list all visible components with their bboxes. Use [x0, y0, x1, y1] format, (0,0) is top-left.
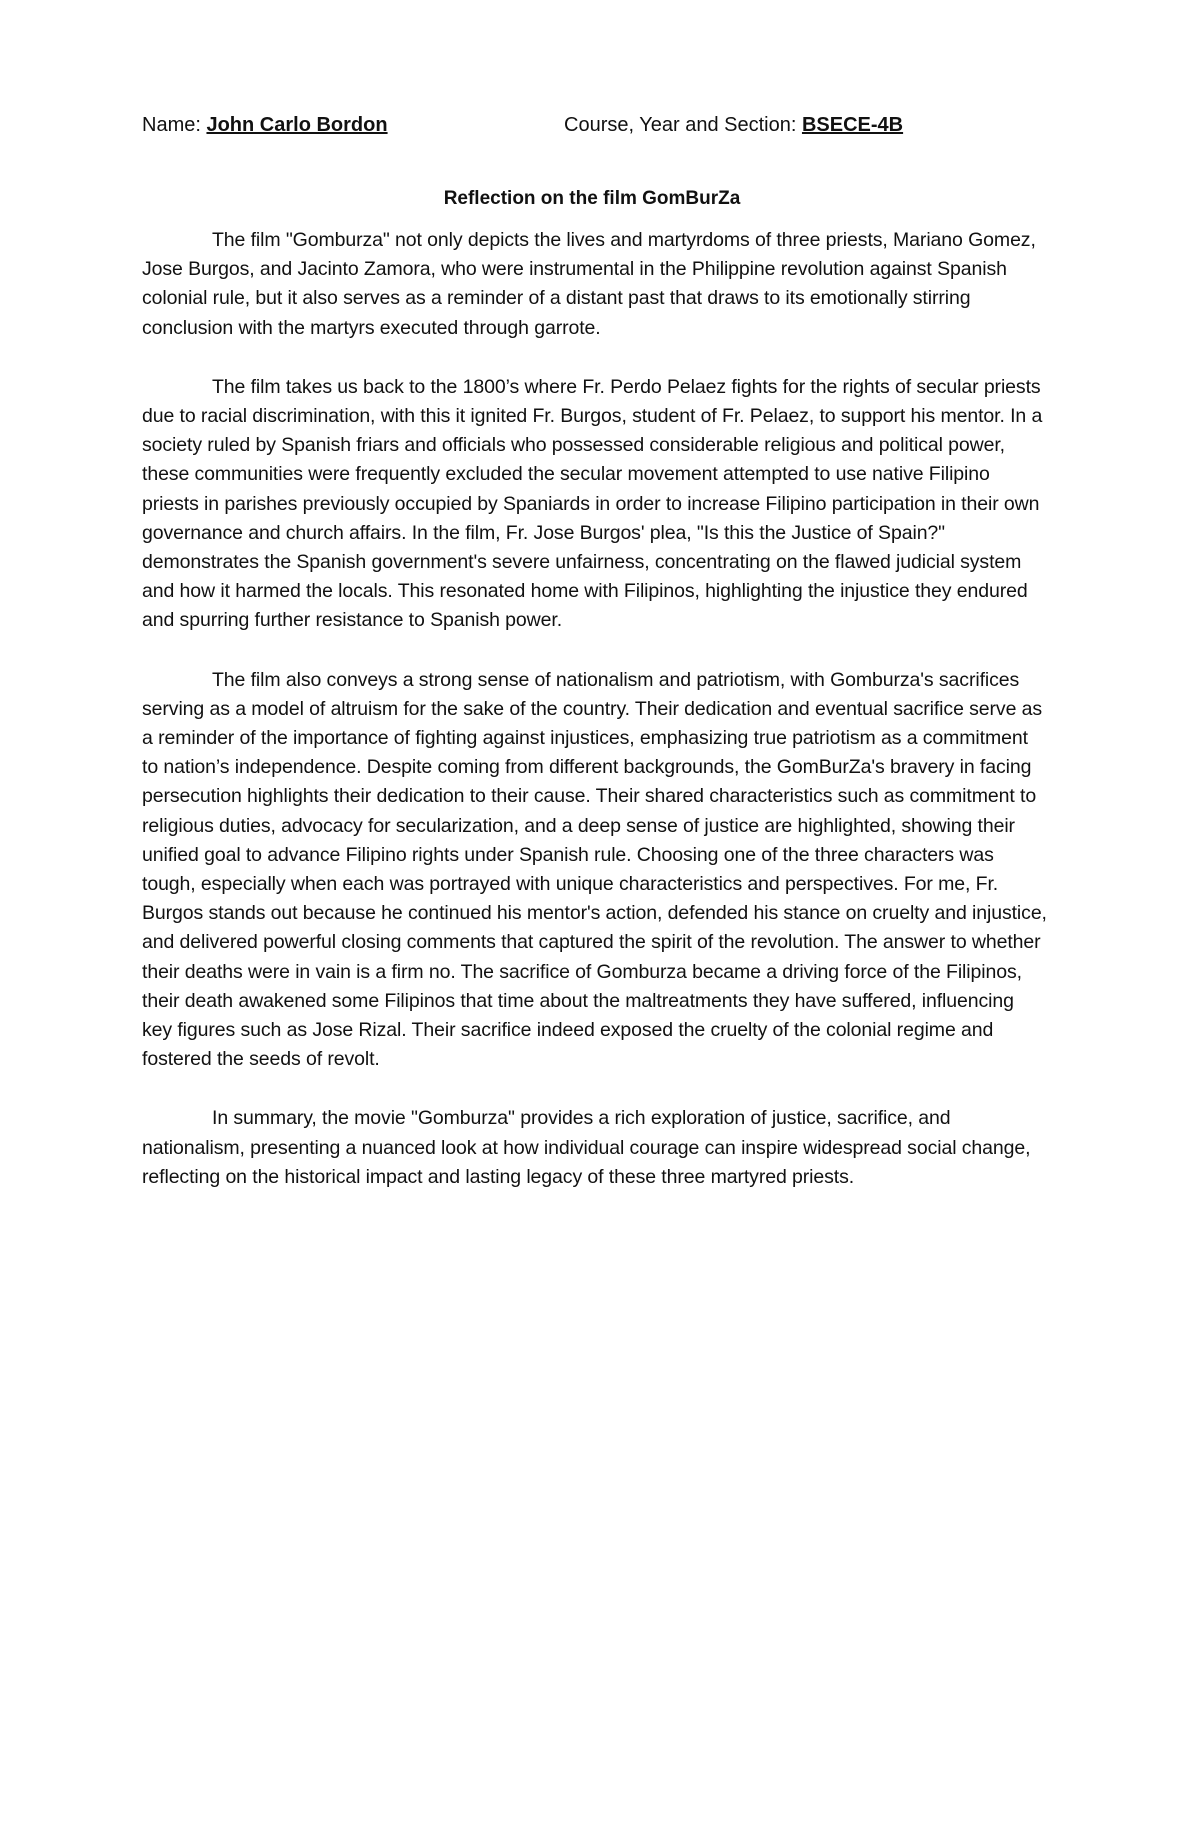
course-value: BSECE-4B	[801, 114, 904, 136]
paragraph-4: In summary, the movie "Gomburza" provides a rich exploration of justice, sacrifice, and nationalism, presenting a nuanced look at how individual courage can inspire widespread social change, reflecting on the historical impact and lasting legacy of these three martyred priests.	[142, 1107, 1031, 1188]
header-row	[142, 110, 1042, 140]
document-title: Reflection on the film GomBurZa	[443, 188, 741, 209]
paragraph-2: The film takes us back to the 1800’s where Fr. Perdo Pelaez fights for the rights of secular priests due to racial discrimination, with this it ignited Fr. Burgos, student of Fr. Pelaez, to support his mentor. In a society ruled by Spanish friars and officials who possessed considerable religious and political power, these communities were frequently excluded the secular movement attempted to use native Filipino priests in parishes previously occupied by Spaniards in order to increase Filipino participation in their own governance and church affairs. In the film, Fr. Jose Burgos' plea, "Is this the Justice of Spain?" demonstrates the Spanish government's severe unfairness, concentrating on the flawed judicial system and how it harmed the locals. This resonated home with Filipinos, highlighting the injustice they endured and spurring further resistance to Spanish power.	[142, 375, 1043, 632]
document-body	[142, 226, 1047, 1222]
name-value: John Carlo Bordon	[206, 114, 388, 136]
course-field	[564, 110, 903, 140]
paragraph-3: The film also conveys a strong sense of nationalism and patriotism, with Gomburza's sacrifices serving as a model of altruism for the sake of the country. Their dedication and eventual sacrifice serve as a reminder of the importance of fighting against injustices, emphasizing true patriotism as a commitment to nation’s independence. Despite coming from different backgrounds, the GomBurZa's bravery in facing persecution highlights their dedication to their cause. Their shared characteristics such as commitment to religious duties, advocacy for secularization, and a deep sense of justice are highlighted, showing their unified goal to advance Filipino rights under Spanish rule. Choosing one of the three characters was tough, especially when each was portrayed with unique characteristics and perspectives. For me, Fr. Burgos stands out because he continued his mentor's action, defended his stance on cruelty and injustice, and delivered powerful closing comments that captured the spirit of the revolution. The answer to whether their deaths were in vain is a firm no. The sacrifice of Gomburza became a driving force of the Filipinos, their death awakened some Filipinos that time about the maltreatments they have suffered, influencing key figures such as Jose Rizal. Their sacrifice indeed exposed the cruelty of the colonial regime and fostered the seeds of revolt.	[142, 668, 1047, 1071]
name-label: Name:	[142, 114, 207, 136]
paragraph-1: The film "Gomburza" not only depicts the lives and martyrdoms of three priests, Mariano Gomez, Jose Burgos, and Jacinto Zamora, who were instrumental in the Philippine revolution against Spanish colonial rule, but it also serves as a reminder of a distant past that draws to its emotionally stirring conclusion with the martyrs executed through garrote.	[142, 229, 1036, 339]
name-field	[142, 110, 388, 140]
course-label: Course, Year and Section:	[564, 114, 802, 136]
